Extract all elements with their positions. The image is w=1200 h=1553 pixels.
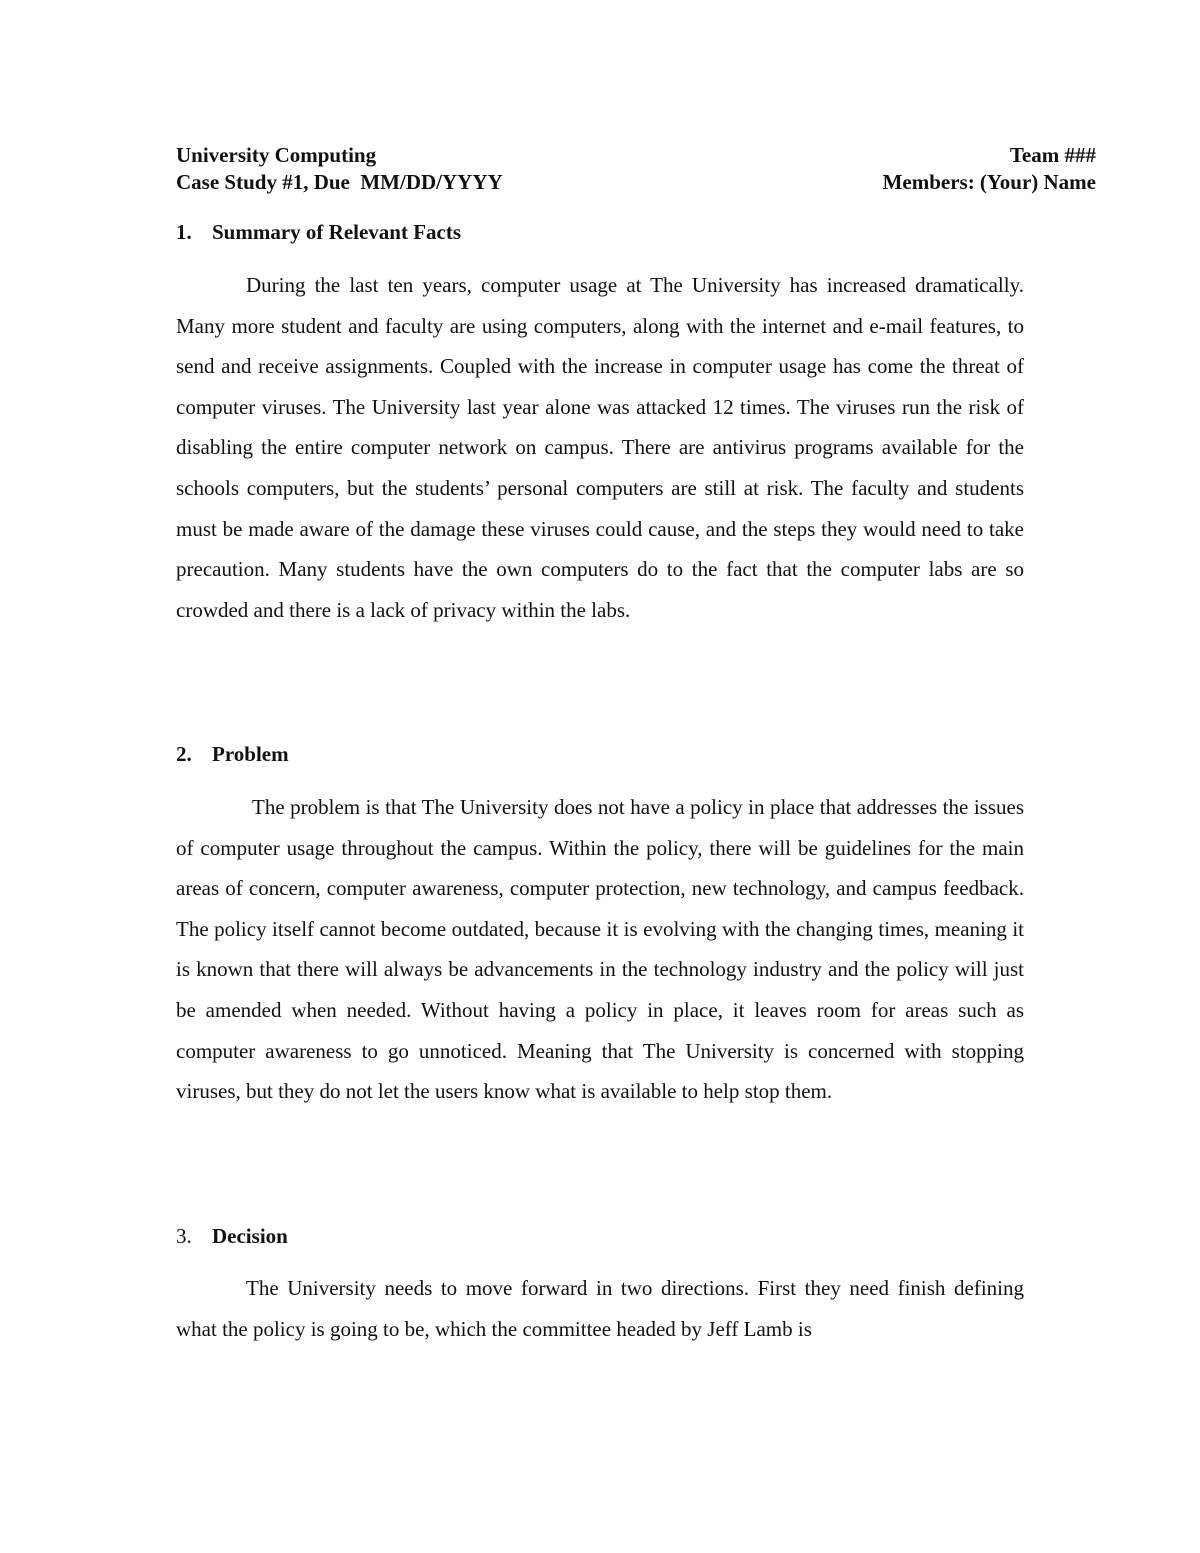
members-label: Members: (Your) Name bbox=[882, 170, 1096, 194]
course-title: University Computing bbox=[176, 143, 377, 167]
section-paragraph-decision: The University needs to move forward in two directions. First they need finish defining what the policy is going to be, which the committee headed by Jeff Lamb is bbox=[176, 1276, 1024, 1341]
section-number: 3. bbox=[176, 1224, 192, 1248]
section-paragraph-summary: During the last ten years, computer usage at The University has increased dramatically. Many more student and faculty are using computers, along with the internet and e-mail features, to send and receive assignments. Coupled with the increase in computer usage has come the threat of computer viruses. The University last year alone was attacked 12 times. The viruses run the risk of disabling the entire computer network on campus. There are antivirus programs available for the schools computers, but the students’ personal computers are still at risk. The faculty and students must be made aware of the damage these viruses could cause, and the steps they would need to take precaution. Many students have the own computers do to the fact that the computer labs are so crowded and there is a lack of privacy within the labs. bbox=[176, 273, 1024, 622]
team-label: Team ### bbox=[1009, 143, 1096, 167]
header-row-1 bbox=[176, 142, 1096, 169]
header-row-2 bbox=[176, 169, 1096, 196]
section-title: Decision bbox=[212, 1224, 288, 1248]
section-heading-summary bbox=[176, 219, 461, 246]
document-header bbox=[176, 142, 1096, 196]
case-study-due: Case Study #1, Due MM/DD/YYYY bbox=[176, 170, 503, 194]
section-title: Problem bbox=[212, 742, 289, 766]
section-number: 2. bbox=[176, 742, 192, 766]
section-paragraph-problem: The problem is that The University does not have a policy in place that addresses the issues of computer usage throughout the campus. Within the policy, there will be guidelines for the main areas of concern, computer awareness, computer protection, new technology, and campus feedback. The policy itself cannot become outdated, because it is evolving with the changing times, meaning it is known that there will always be advancements in the technology industry and the policy will just be amended when needed. Without having a policy in place, it leaves room for areas such as computer awareness to go unnoticed. Meaning that The University is concerned with stopping viruses, but they do not let the users know what is available to help stop them. bbox=[176, 795, 1024, 1104]
section-heading-problem bbox=[176, 741, 289, 768]
section-number: 1. bbox=[176, 220, 192, 244]
section-title: Summary of Relevant Facts bbox=[212, 220, 462, 244]
section-heading-decision bbox=[176, 1223, 288, 1250]
